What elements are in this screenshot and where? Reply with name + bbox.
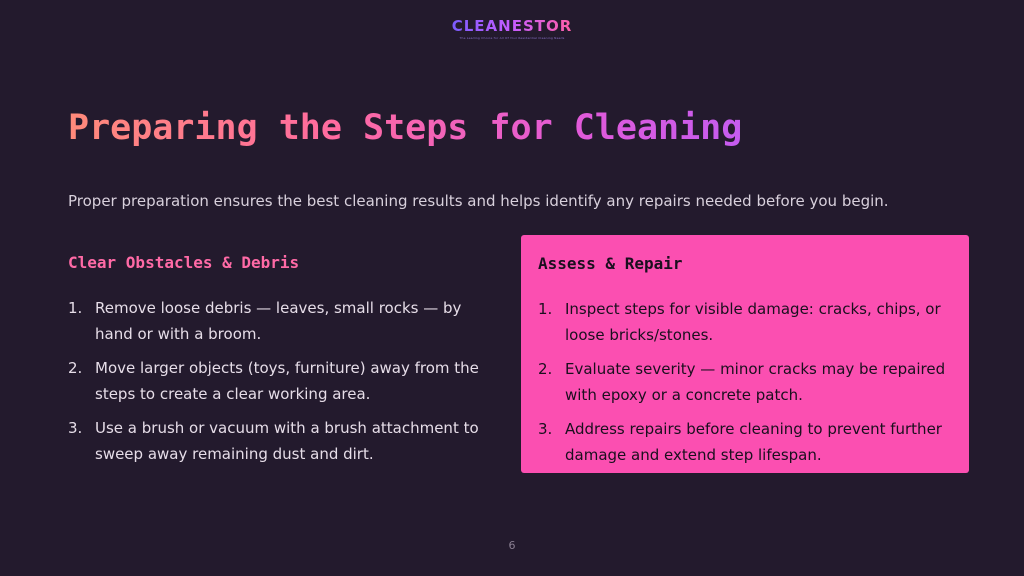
page-number: 6 — [508, 539, 516, 552]
list-text: Remove loose debris — leaves, small rocks — by hand or with a broom. — [95, 299, 462, 343]
list-item — [538, 356, 951, 408]
brand-logo — [0, 16, 1024, 40]
repair-steps-list — [538, 296, 951, 468]
list-number: 2. — [68, 359, 83, 377]
section-heading: Clear Obstacles & Debris — [68, 253, 300, 272]
logo-tagline: The Leading Choice for All Of Your Residential Cleaning Needs — [459, 36, 565, 40]
list-number: 2. — [538, 360, 553, 378]
assess-repair-card — [521, 235, 969, 473]
slide-subtitle: Proper preparation ensures the best cleaning results and helps identify any repairs needed before you begin. — [68, 192, 889, 210]
list-text: Inspect steps for visible damage: cracks, chips, or loose bricks/stones. — [565, 300, 941, 344]
card-heading: Assess & Repair — [538, 254, 683, 273]
logo-text: CLEANESTOR — [451, 17, 573, 35]
slide-title: Preparing the Steps for Cleaning — [68, 108, 743, 148]
list-text: Use a brush or vacuum with a brush attachment to sweep away remaining dust and dirt. — [95, 419, 479, 463]
list-text: Evaluate severity — minor cracks may be repaired with epoxy or a concrete patch. — [565, 360, 946, 404]
clear-obstacles-section — [68, 253, 488, 475]
list-item — [68, 355, 488, 407]
list-number: 1. — [68, 299, 83, 317]
list-text: Address repairs before cleaning to prevent further damage and extend step lifespan. — [565, 420, 942, 464]
list-number: 1. — [538, 300, 553, 318]
steps-list — [68, 295, 488, 467]
list-number: 3. — [68, 419, 83, 437]
list-item — [68, 415, 488, 467]
list-item — [68, 295, 488, 347]
list-item — [538, 296, 951, 348]
list-text: Move larger objects (toys, furniture) away from the steps to create a clear working area. — [95, 359, 479, 403]
list-number: 3. — [538, 420, 553, 438]
list-item — [538, 416, 951, 468]
